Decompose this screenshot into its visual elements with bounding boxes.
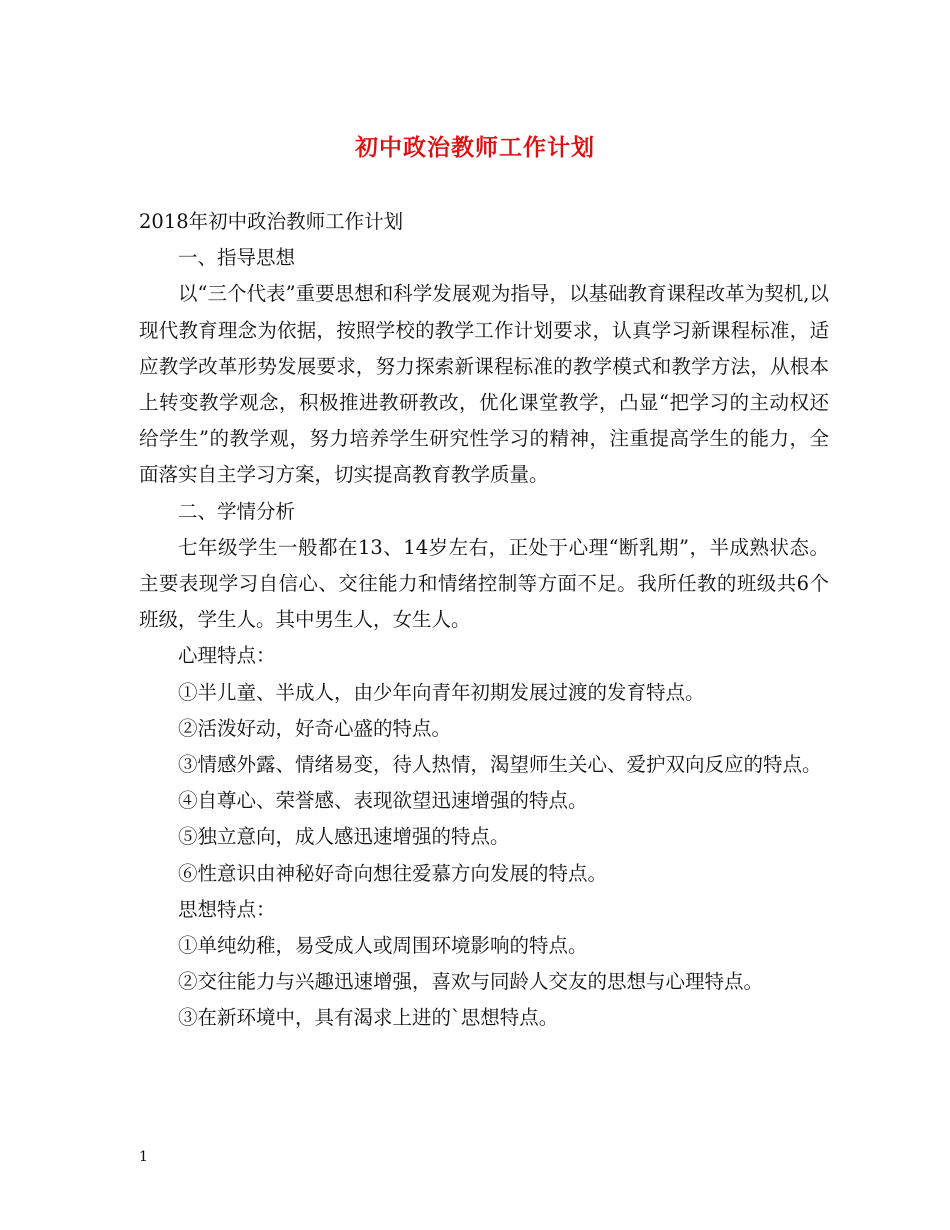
page-number: 1 — [139, 1149, 148, 1165]
list-item: ①单纯幼稚，易受成人或周围环境影响的特点。 — [178, 934, 588, 958]
section-heading-student-analysis: 二、学情分析 — [178, 499, 296, 523]
list-item: ②交往能力与兴趣迅速增强，喜欢与同龄人交友的思想与心理特点。 — [178, 970, 764, 994]
list-item: ②活泼好动，好奇心盛的特点。 — [178, 716, 452, 740]
thought-traits-heading: 思想特点： — [178, 897, 276, 921]
document-body — [139, 204, 829, 1037]
document-subtitle: 2018年初中政治教师工作计划 — [139, 210, 404, 233]
list-item: ①半儿童、半成人，由少年向青年初期发展过渡的发育特点。 — [178, 680, 705, 704]
list-item: ⑤独立意向，成人感迅速增强的特点。 — [178, 825, 510, 849]
list-item: ③情感外露、情绪易变，待人热情，渴望师生关心、爱护双向反应的特点。 — [178, 753, 822, 777]
list-item: ⑥性意识由神秘好奇向想往爱慕方向发展的特点。 — [178, 861, 608, 885]
section-heading-guiding-ideology: 一、指导思想 — [178, 246, 296, 270]
document-title: 初中政治教师工作计划 — [355, 134, 595, 161]
list-item: ③在新环境中，具有渴求上进的`思想特点。 — [178, 1006, 559, 1030]
list-item: ④自尊心、荣誉感、表现欲望迅速增强的特点。 — [178, 789, 588, 813]
psychological-traits-heading: 心理特点： — [178, 644, 276, 668]
paragraph-student-analysis: 七年级学生一般都在13、14岁左右，正处于心理“断乳期”，半成熟状态。主要表现学习自信心、交往能力和情绪控制等方面不足。我所任教的班级共6个班级，学生人。其中男生人，女生人。 — [139, 535, 829, 632]
paragraph-guiding-ideology: 以“三个代表”重要思想和科学发展观为指导，以基础教育课程改革为契机,以现代教育理念为依据，按照学校的教学工作计划要求，认真学习新课程标准，适应教学改革形势发展要求，努力探索新课程标准的教学模式和教学方法，从根本上转变教学观念，积极推进教研教改，优化课堂教学，凸显“把学习的主动权还给学生”的教学观，努力培养学生研究性学习的精神，注重提高学生的能力，全面落实自主学习方案，切实提高教育教学质量。 — [139, 282, 829, 487]
